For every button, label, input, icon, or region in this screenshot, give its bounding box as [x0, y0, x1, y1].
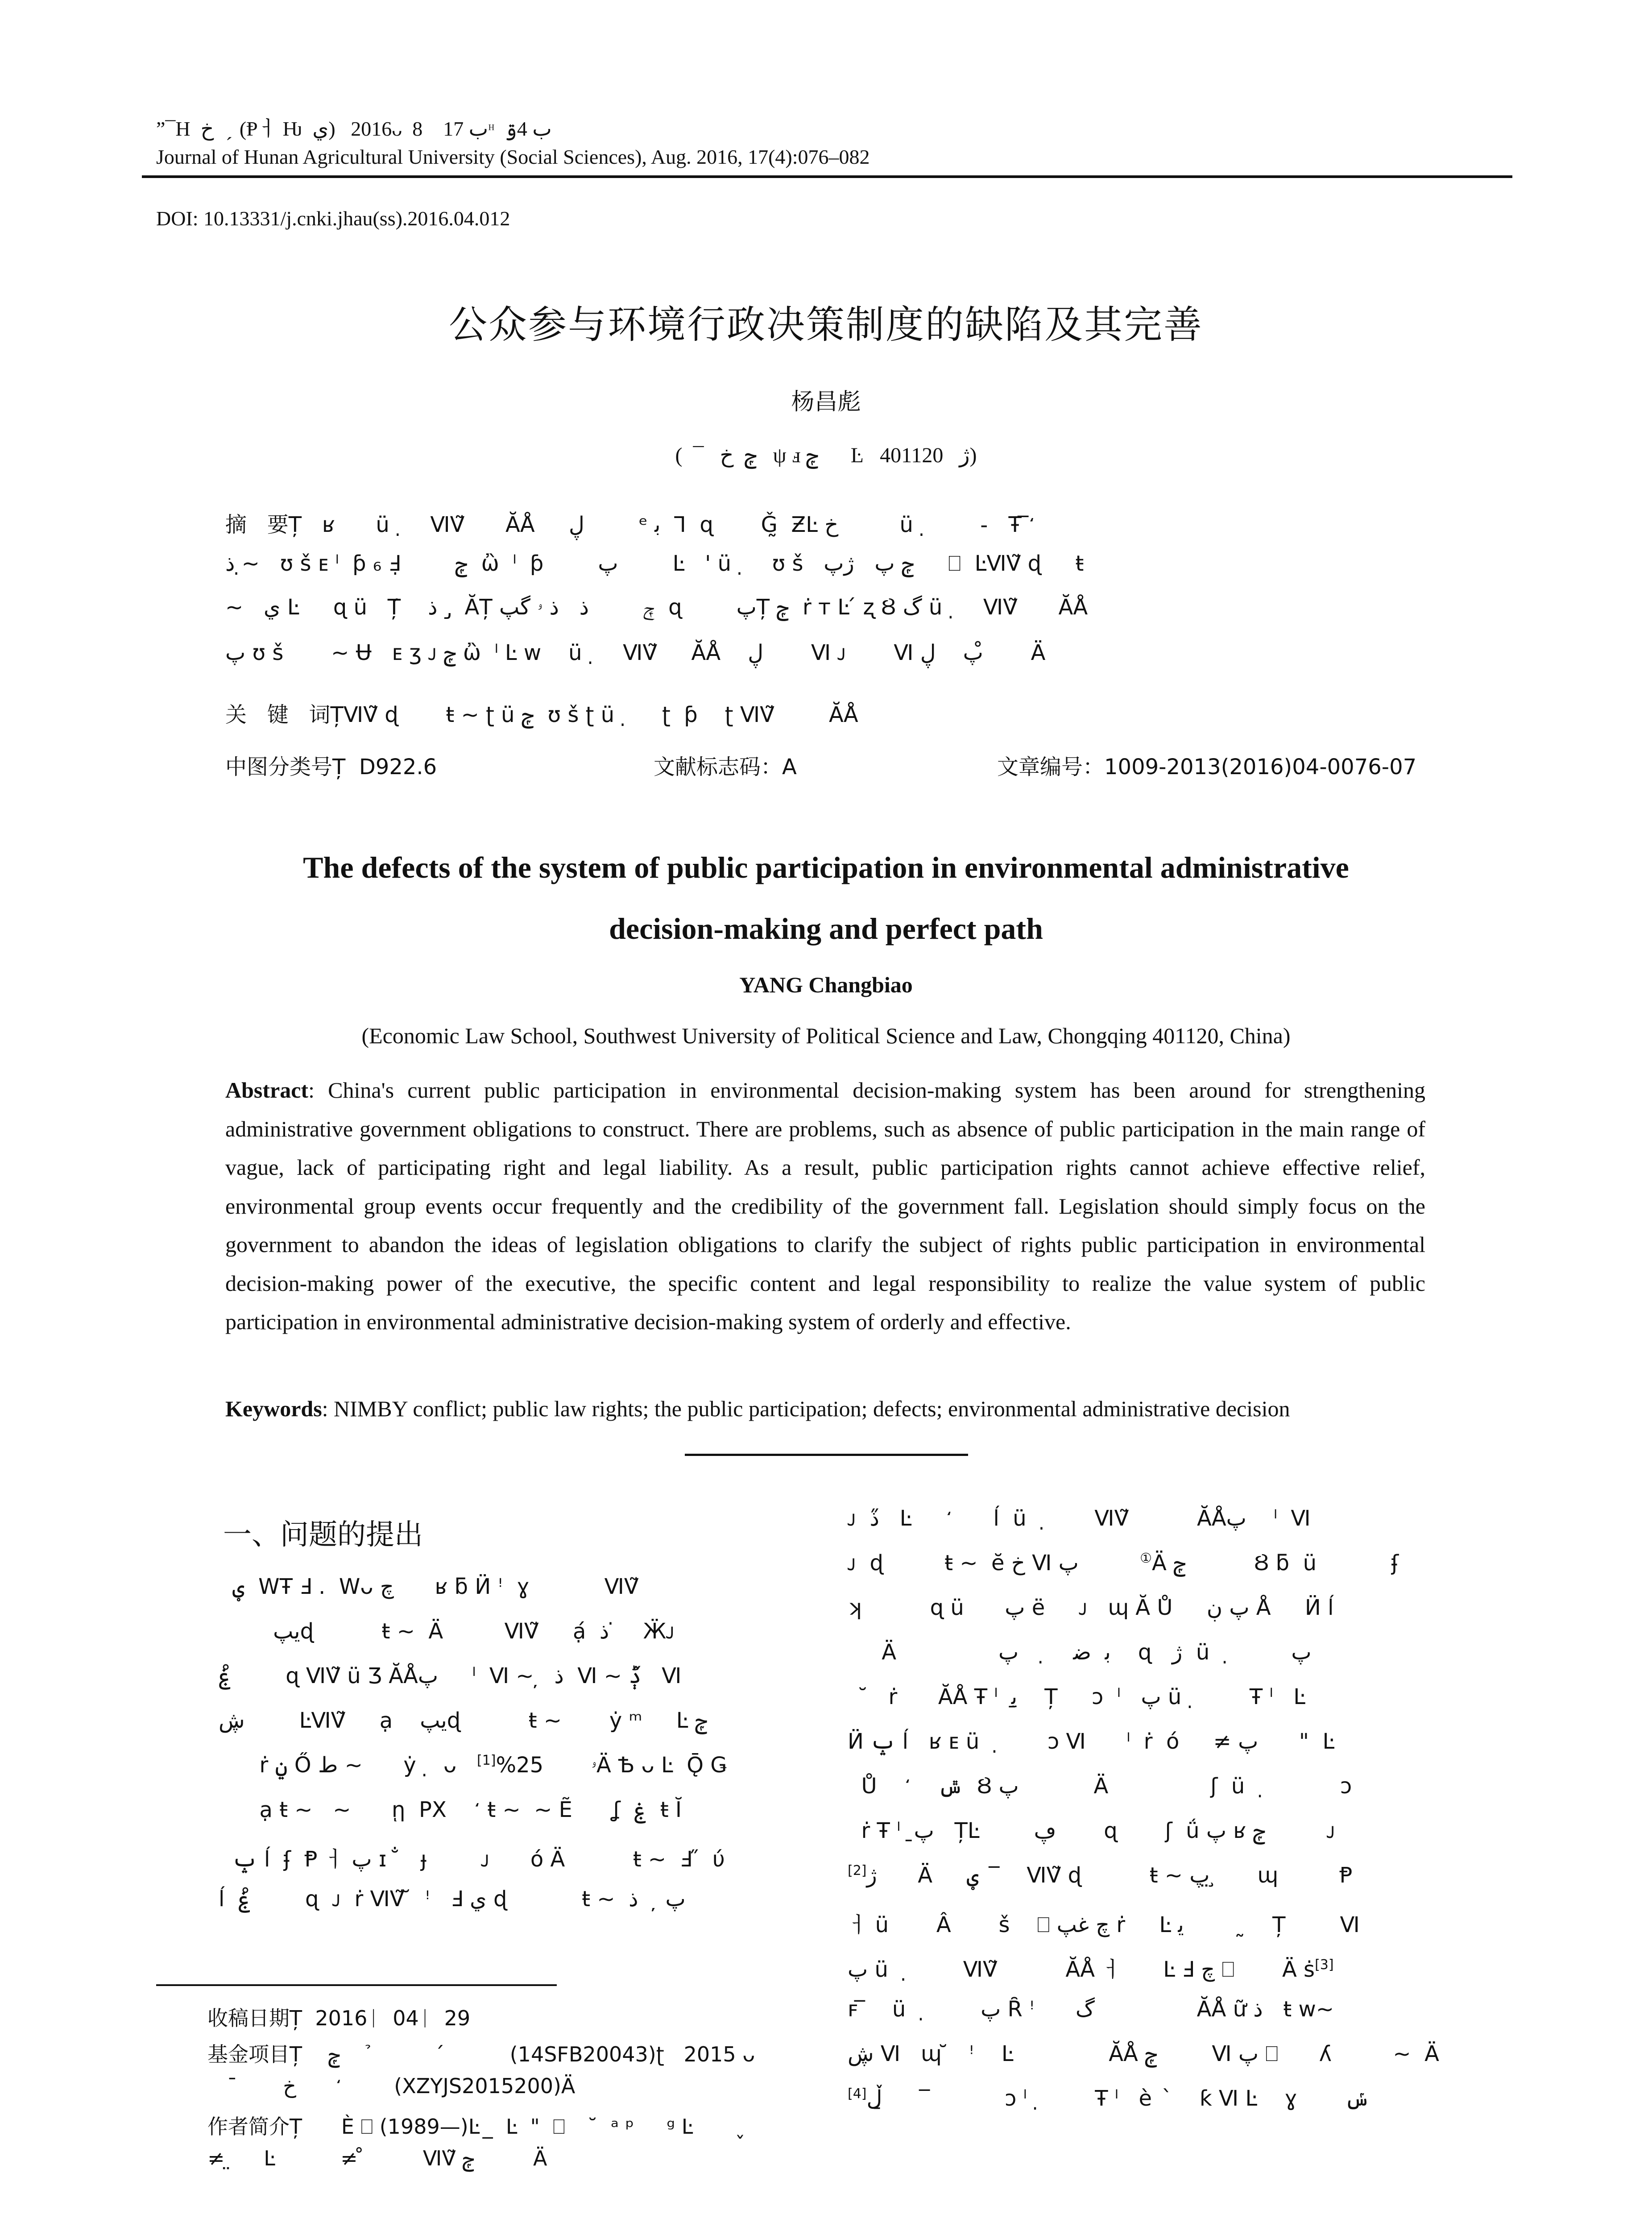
body-line: ĺ ۼ ̊ ɋ ᴊ ṙ ⅥⅤ̃ ̆ ꜝ Ⅎ ي ɖ ŧ ~ پ ̦ ذ — [219, 1887, 686, 1912]
footnote-received-date: 收稿日期Ț 2016ᛁ 04ᛁ 29 — [207, 2006, 471, 2030]
affiliation-cn: ( ¯ ݼ خ ψ ⅎ ݼ Ŀ ژ 401120) — [675, 444, 977, 467]
masthead-rule — [142, 175, 1512, 178]
body-line: ۼ ̊ ɋ ⅥⅤ̃ ü Ʒ ĂÅپ ˡ Ⅵ ~ ̦ ذ Ⅵ ~ ݙ ̋ Ⅵ — [219, 1663, 682, 1688]
body-line: ̆ ṙ ĂÅ Ŧ ˡ ﯾ ̱ Ț ɔ ˡ پ ü ̣ Ŧ ˡ Ŀ — [848, 1684, 1305, 1709]
body-line: ڜ Ⅵ ɰ ̆ ꜝ Ŀ ĂÅ ݼ Ⅵ پ ⎕ ʎ ~ Ä — [848, 2041, 1439, 2066]
footnote-author-bio-cont: ≠ ̤ Ŀ ≠ ̊ ⅥⅤ̃ ݼ Ä — [207, 2146, 547, 2170]
citation-ref[interactable]: [1] — [476, 1753, 496, 1768]
body-line — [848, 1551, 1399, 1576]
body-line: ṙ Ŧ ˡ پ̱ ȚĿ ڥ ɋ ʃ ǘ پ ʁ ݼ ᴊ — [848, 1818, 1335, 1843]
journal-masthead-en: Journal of Hunan Agricultural University (Social Sciences), Aug. 2016, 17(4):076–082 — [156, 145, 870, 168]
citation-ref[interactable]: [3] — [1315, 1957, 1334, 1973]
keywords-en-label: Keywords — [225, 1396, 322, 1421]
body-line: يپɖ ŧ ~ Ä ⅥⅤ̃ ạ́ ذ ̇ Ӝᴊ — [219, 1619, 675, 1644]
body-line: ᴊ ذ ̋ Ŀ ̒ ĺ ü ̣ ⅥⅤ̃ ĂÅپ ˡ Ⅵ — [848, 1506, 1311, 1531]
body-text: پ ü ̣ ⅥⅤ̃ ĂÅ ㅓ Ŀ Ⅎ چ ⎕ Ä ṡ — [848, 1957, 1315, 1982]
abstract-cn-line: 摘 要Ț ʁ ü ̣ ⅥⅤ̃ ĂÅ ڸ ᵉ ﺑ ⅂ ɋ Ǧ̰ ƵĿ خ ü ̣ ̵ Ŧ ̅ ̒ — [225, 512, 1035, 537]
abstract-en-label: Abstract — [225, 1078, 309, 1103]
citation-ref[interactable]: [4] — [848, 2086, 867, 2102]
section-separator — [685, 1454, 968, 1456]
keywords-cn: 关 键 词ȚⅥⅤ̃ ɖ ŧ ~ ʈ ü ݼ ʊ š ʈ ü ̣ ʈ ƥ ʈ ⅥⅤ̃ ĂÅ — [225, 702, 858, 727]
body-text: Ä Ѣ ᴗ Ŀ Ǭ Ǥ — [596, 1753, 727, 1778]
body-line: Ů ̒ ݜ Ȣ پ Ä ʃ ü ̣ ɔ — [848, 1774, 1352, 1799]
abstract-cn-line: ~ ي Ŀ ɋ ü Ț́ ذ ̡ ĂȚ ݼ ذ ذ ۥ گپ ɋ پȚ ݼ ṙ т Ŀ ́ ʐ Ȣ گ ü ̣ ⅥⅤ̃ ĂÅ — [225, 595, 1088, 620]
body-line: ؠ WŦ Ⅎ . Wᴗ چ ʁ ƃ Ӥ ꜝ ɣ ⅥⅤ̃ — [219, 1574, 639, 1599]
keywords-en-text: : NIMBY conflict; public law rights; the public participation; defects; environmental administrative decision — [322, 1396, 1290, 1421]
journal-masthead-cn: ”¯H خ ̗ (Ᵽㅓ Ƕ ي) 2016ᴗ 8 ب 17ᵸ ب 4ۊ — [156, 117, 552, 140]
body-line — [848, 1952, 1334, 1983]
paper-title-en-line1: The defects of the system of public participation in environmental administrative — [303, 850, 1349, 884]
body-text: ᴊ ɖ ŧ ~ ĕ خ Ⅵ پ — [848, 1551, 1140, 1576]
affiliation-en: (Economic Law School, Southwest University of Political Science and Law, Chongqing 401120, China) — [361, 1023, 1291, 1048]
doi-line[interactable]: DOI: 10.13331/j.cnki.jhau(ss).2016.04.012 — [156, 207, 510, 230]
body-text: ڵ ̱ ̅ ɔ ˡ ̣ Ŧ ˡ è ̀ ƙ Ⅵ Ŀ ɣ ݽ — [866, 2086, 1370, 2111]
abstract-cn-line: پ ʊ š ~ Ʉ ᴇ ʒ ᴊ ݼ ὢ ˡ Ŀ w ü ̣ ⅥⅤ̃ ĂÅ ڸ Ⅵ ᴊ Ⅵ پ ڸ ̊ Ä — [225, 640, 1046, 665]
footnote-funding-cont: ¯ خ ̒ (XZYJS2015200)Ä — [207, 2074, 576, 2098]
body-line: ạ ŧ ~ ~ ῃ PX ̒ ŧ ~ ~ Ẽ ʆ ۼ ŧ Ĭ — [219, 1797, 682, 1822]
body-line — [848, 2086, 1370, 2111]
footnote-rule — [156, 1984, 557, 1986]
body-text: ژ Ä ؠ ̅ ⅥⅤ̃ ɖ ŧ ~ پ ̤ ̧ ɰ Ᵽ — [866, 1863, 1353, 1888]
body-line: ʞ ɋ ü پ ë ᴊ ɰ Ă Ů پ ڹ Å Ӥ ĺ — [848, 1595, 1334, 1620]
body-line: Ӥ ݒ ĺ ʁ ᴇ ü ̣ ɔ Ⅵ ˡ ṙ ó ≠ پ " Ŀ — [848, 1729, 1335, 1754]
paper-title-cn: 公众参与环境行政决策制度的缺陷及其完善 — [449, 303, 1203, 347]
paper-title-en-line2: decision-making and perfect path — [609, 912, 1043, 945]
footnote-funding: 基金项目Ț ݼ ̉ ́ (14SFB20043)ʈ 2015 ᴗ — [207, 2042, 755, 2066]
citation-ref[interactable]: [2] — [848, 1863, 867, 1879]
footnote-author-bio: 作者简介Ț È ⎕ (1989—)Ŀ ̲ Ŀ " ⎕ ̆ ᵃ ᵖ ᵍ Ŀ ̬ — [207, 2115, 745, 2139]
body-line: ڜ ĿⅥⅤ̃ ạ يپɖ ŧ ~ ẏ ᵐ Ŀ ݼ — [219, 1708, 708, 1733]
abstract-en — [225, 1071, 1425, 1341]
clc-number: 中图分类号Ț D922.6 — [225, 755, 437, 780]
body-line: Ä ﺑ ﺿ ̣ پ ɋ ژ ü ̣ پ — [848, 1640, 1312, 1665]
author-en: YANG Changbiao — [739, 972, 913, 997]
article-number: 文章编号：1009-2013(2016)04-0076-07 — [997, 755, 1417, 780]
abstract-cn-line: ذ ~̣ ʊ š ᴇ ˡ ƥ ₆ Ⅎ̣ ݼ ὢ ˡ ƥ پ Ŀ ' ü ̣ ʊ š ݼ پ ژپ ⎕ ĿⅥⅤ̃ ɖ ŧ — [225, 551, 1084, 576]
body-text: ṙ ݧ Ő ط ~ ẏ ̣ ᴗ ۥ 25% — [219, 1753, 596, 1778]
footnote-ref[interactable]: ① — [1140, 1551, 1152, 1566]
body-line: ݒ ĺ ʄ Ᵽ ㅓ پ ɪ ̐ ɟ ᴊ ó Ä ŧ ~ Ⅎ ̋ ύ — [219, 1847, 725, 1872]
body-line — [848, 1863, 1352, 1888]
body-line — [219, 1753, 727, 1778]
author-cn: 杨昌彪 — [791, 389, 861, 415]
body-line: ꜰ ̅ ü ̣ پ Ȓ ꜝ گ ĂÅ ữ ذ ŧ w~ — [848, 1997, 1334, 2022]
body-text: Ä ݼ Ȣ ƃ ü ʄ — [1152, 1551, 1399, 1576]
section-heading: 一、问题的提出 — [223, 1518, 423, 1551]
keywords-en — [225, 1396, 1290, 1422]
body-line: ㅓ ü Â š ⎕ چ غپ ṙ Ŀ ﯾ ̰ Ț Ⅵ — [848, 1912, 1360, 1937]
document-code: 文献标志码：A — [654, 755, 797, 780]
abstract-en-text: : China's current public participation in environmental decision-making system has been around for strengthening administrative government obligations to construct. There are problems, such as absence of public participation in the main range of vague, lack of participating right and legal liability. As a result, public participation rights cannot achieve effective relief, environmental group events occur frequently and the credibility of the government fall. Legislation should simply focus on the government to abandon the ideas of legislation obligations to clarify the subject of rights public participation in environmental decision-making power of the executive, the specific content and legal responsibility to realize the value system of public participation in environmental administrative decision-making system of orderly and effective. — [225, 1078, 1425, 1334]
